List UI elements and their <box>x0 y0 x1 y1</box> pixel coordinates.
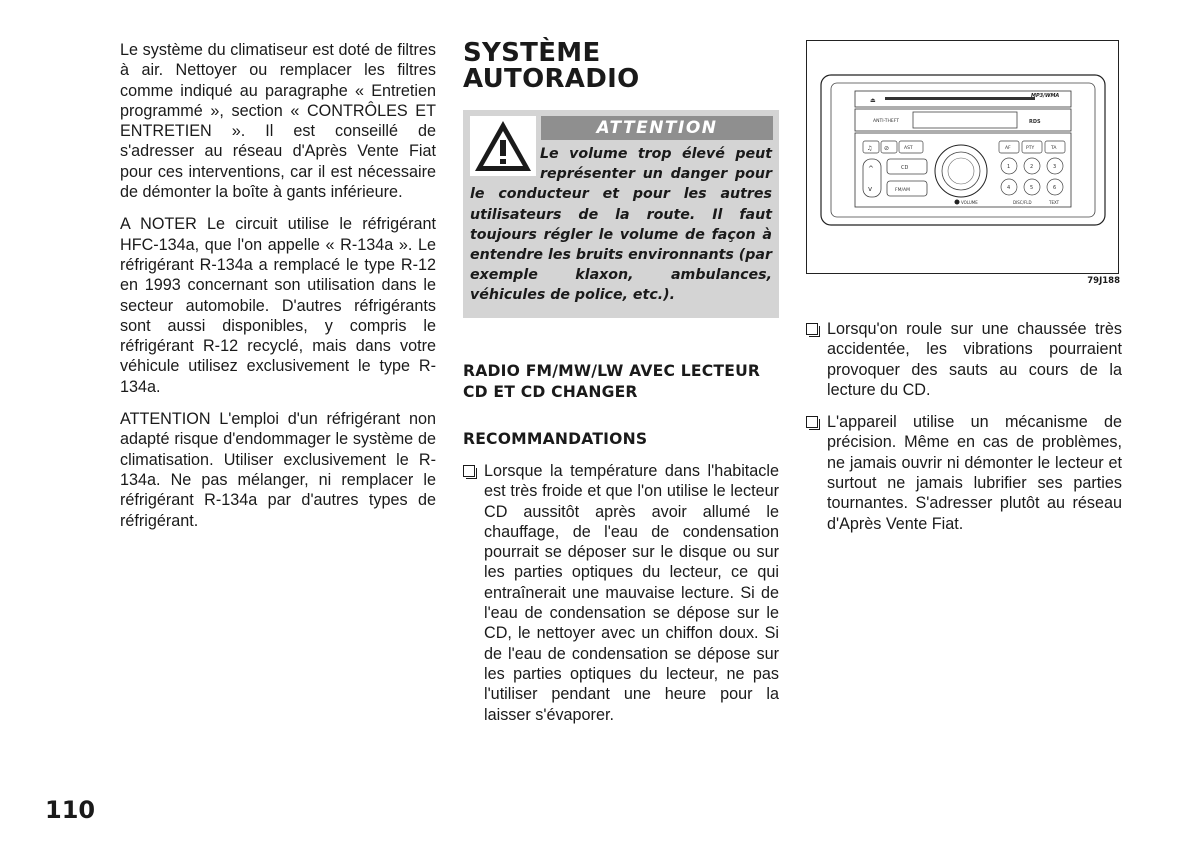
middle-column <box>463 38 779 724</box>
list-item-text: L'appareil utilise un mécanisme de précision. Même en cas de problèmes, ne jamais ouvrir ni démonter le lecteur et surtout ne jamais lubrifier ses parties tournantes. S'adresser plutôt au réseau d'Après Vente Fiat. <box>827 413 1122 533</box>
left-column <box>120 40 436 543</box>
ast-label: AST <box>904 146 913 151</box>
list-item <box>806 319 1122 400</box>
attention-text: Le volume trop élevé peut représenter un danger pour le conducteur et pour les autres utilisateurs de la route. Il faut toujours régler le volume de façon à entendre les bruits environnants (par exemple klaxon, ambulances, véhicules de police, etc.). <box>470 146 772 304</box>
checkbox-bullet-icon <box>806 323 818 335</box>
disc-fld-label: DISC/FLD <box>1013 200 1032 205</box>
section-heading-radio: RADIO FM/MW/LW AVEC LECTEUR CD ET CD CHANGER <box>463 362 761 401</box>
rds-label: RDS <box>1029 119 1041 125</box>
page-number: 110 <box>45 796 96 824</box>
cd-button-label: CD <box>901 165 909 171</box>
radio-illustration <box>807 41 1117 272</box>
list-item-text: Lorsque la température dans l'habitacle est très froide et que l'on utilise le lecteur CD aussitôt après avoir allumé le chauffage, de l'eau de condensation pourrait se déposer sur le disque ou sur les parties optiques du lecteur, ce qui entraînerait une mauvaise lecture. Si de l'eau de condensation se dépose sur le CD, le nettoyer avec un chiffon doux. Si de l'eau de condensation se dépose sur les parties optiques du lecteur, ne pas l'utiliser pendant une heure pour la laisser s'évaporer. <box>484 462 779 724</box>
anti-theft-label: ANTI-THEFT <box>873 119 899 124</box>
paragraph-air-filters: Le système du climatiseur est doté de filtres à air. Nettoyer ou remplacer les filtres comme indiqué au paragraphe « Entretien programmé », section « CONTRÔLES ET ENTRETIEN ». Il est conseillé de s'adresser au réseau d'Après Vente Fiat pour ces interventions, car il est nécessaire de démonter la boîte à gants inférieure. <box>120 41 436 202</box>
mute-icon: ⊘ <box>884 145 890 152</box>
volume-label: VOLUME <box>961 200 978 205</box>
list-item-text: Lorsqu'on roule sur une chaussée très accidentée, les vibrations pourraient provoquer des sauts au cours de la lecture du CD. <box>827 320 1122 399</box>
recommendation-list <box>463 461 779 737</box>
preset-3-label: 3 <box>1053 164 1057 170</box>
note-icon: ♫ <box>867 145 873 152</box>
pty-label: PTY <box>1026 146 1035 151</box>
down-arrow-icon: v <box>868 185 873 193</box>
mp3-label: MP3/WMA <box>1031 93 1060 99</box>
text-label: TEXT <box>1049 200 1060 205</box>
eject-icon: ⏏ <box>870 97 876 104</box>
figure-code: 79J188 <box>1087 276 1120 286</box>
preset-1-label: 1 <box>1007 164 1011 170</box>
section-heading-recommendations: RECOMMANDATIONS <box>463 430 648 448</box>
af-label: AF <box>1005 146 1011 151</box>
checkbox-bullet-icon <box>463 465 475 477</box>
right-bullet-list <box>806 319 1122 546</box>
radio-figure <box>806 40 1119 274</box>
paragraph-note-refrigerant: A NOTER Le circuit utilise le réfrigérant HFC-134a, que l'on appelle « R-134a ». Le réfrigérant R-134a a remplacé le type R-12 en 1993 concernant son utilisation dans le secteur automobile. D'autres réfrigérants sont aussi disponibles, y compris le réfrigérant R-12 recyclé, mais dans votre véhicule utilisez exclusivement le type R-134a. <box>120 215 436 396</box>
attention-box <box>463 110 779 318</box>
attention-label: ATTENTION <box>541 116 773 140</box>
list-item <box>463 461 779 725</box>
fm-am-button-label: FM/AM <box>895 188 910 193</box>
ta-label: TA <box>1051 146 1057 151</box>
paragraph-attention-refrigerant: ATTENTION L'emploi d'un réfrigérant non adapté risque d'endommager le système de climatisation. Utiliser exclusivement le R-134a. Ne pas mélanger, ni remplacer le réfrigérant R-134a par d'autres types de réfrigérant. <box>120 410 436 530</box>
preset-4-label: 4 <box>1007 185 1011 191</box>
list-item <box>806 412 1122 534</box>
up-arrow-icon: ^ <box>868 165 874 173</box>
page-title: SYSTÈME AUTORADIO <box>463 38 640 94</box>
preset-2-label: 2 <box>1030 164 1034 170</box>
checkbox-bullet-icon <box>806 416 818 428</box>
preset-6-label: 6 <box>1053 185 1057 191</box>
preset-5-label: 5 <box>1030 185 1034 191</box>
